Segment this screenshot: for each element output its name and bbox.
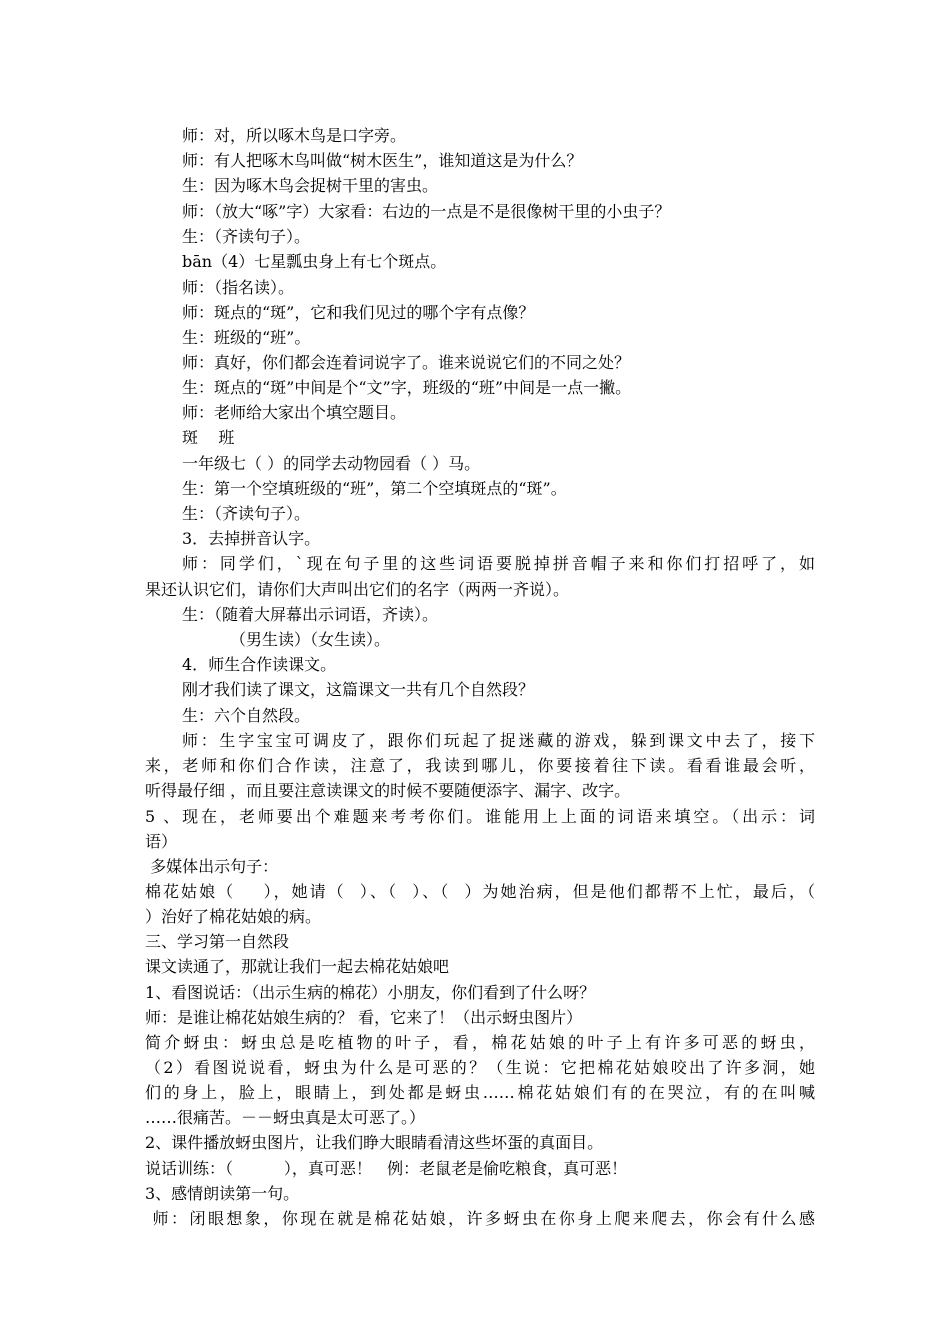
text-line: 一年级七（ ）的同学去动物园看（ ）马。 [182,454,481,473]
text-line: 师：同学们，`现在句子里的这些词语要脱掉拼音帽子来和你们打招呼了，如 [182,554,815,573]
text-line: 果还认识它们，请你们大声叫出它们的名字（两两一齐说）。 [145,580,570,599]
text-line: （2）看图说说看，蚜虫为什么是可恶的？（生说：它把棉花姑娘咬出了许多洞，她 [145,1058,815,1077]
text-line: 生：因为啄木鸟会捉树干里的害虫。 [182,176,439,195]
text-line: （男生读）（女生读）。 [230,630,391,649]
text-line: 生：（齐读句子）。 [182,227,311,246]
text-line: 4．师生合作读课文。 [182,655,337,674]
text-line: ）治好了棉花姑娘的病。 [145,907,322,926]
text-line: 5 、现在，老师要出个难题来考考你们。谁能用上上面的词语来填空。（出示：词 [145,807,815,826]
text-line: 生：（齐读句子）。 [182,504,311,523]
text-line: 斑 班 [182,428,235,447]
text-line: 2、课件播放蚜虫图片，让我们睁大眼睛看清这些坏蛋的真面目。 [145,1133,604,1152]
text-line: 说话训练：（ ），真可恶！ 例：老鼠老是偷吃粮食，真可恶！ [145,1159,628,1178]
text-line: 棉花姑娘（ ），她请（ ）、（ ）、（ ）为她治病，但是他们都帮不上忙，最后，（ [145,882,815,901]
text-line: 刚才我们读了课文，这篇课文一共有几个自然段？ [182,680,535,699]
text-line: bān（4）七星瓢虫身上有七个斑点。 [182,252,447,271]
text-line: 简介蚜虫：蚜虫总是吃植物的叶子，看，棉花姑娘的叶子上有许多可恶的蚜虫， [145,1033,815,1052]
text-line: 师：（放大“啄”字）大家看：右边的一点是不是很像树干里的小虫子？ [182,202,671,221]
text-line: 听得最仔细 ，而且要注意读课文的时候不要随便添字、漏字、改字。 [145,781,631,800]
text-line: 生：斑点的“斑”中间是个“文”字，班级的“班”中间是一点一撇。 [182,378,632,397]
text-line: 师：（指名读）。 [182,278,295,297]
text-line: 师：闭眼想象，你现在就是棉花姑娘，许多蚜虫在你身上爬来爬去，你会有什么感 [145,1209,815,1228]
text-line: 多媒体出示句子： [145,857,279,876]
text-line: 生：第一个空填班级的“班”，第二个空填斑点的“斑”。 [182,479,567,498]
text-line: 师：生字宝宝可调皮了，跟你们玩起了捉迷藏的游戏，躲到课文中去了，接下 [182,731,815,750]
text-line: 师：斑点的“斑”，它和我们见过的哪个字有点像？ [182,303,535,322]
text-line: 生：班级的“班”。 [182,328,311,347]
text-line: 3、感情朗读第一句。 [145,1184,300,1203]
text-line: 师：对，所以啄木鸟是口字旁。 [182,126,407,145]
text-line: 师：老师给大家出个填空题目。 [182,403,407,422]
text-line: 1、看图说话：（出示生病的棉花）小朋友，你们看到了什么呀？ [145,983,596,1002]
text-line: 语） [145,832,178,851]
text-line: ……很痛苦。－－蚜虫真是太可恶了。） [145,1108,426,1127]
text-line: 师：有人把啄木鸟叫做“树木医生”，谁知道这是为什么？ [182,151,583,170]
text-line: 生：六个自然段。 [182,706,311,725]
text-line: 三、学习第一自然段 [145,932,290,951]
text-line: 3．去掉拼音认字。 [182,529,321,548]
text-line: 师：真好，你们都会连着词说字了。谁来说说它们的不同之处？ [182,353,631,372]
text-line: 师：是谁让棉花姑娘生病的？ 看，它来了！（出示蚜虫图片） [145,1008,583,1027]
text-line: 生：（随着大屏幕出示词语，齐读）。 [182,605,439,624]
text-line: 课文读通了，那就让我们一起去棉花姑娘吧 [145,957,450,976]
text-line: 们的身上，脸上，眼睛上，到处都是蚜虫……棉花姑娘们有的在哭泣，有的在叫喊 [145,1083,815,1102]
text-line: 来，老师和你们合作读，注意了，我读到哪儿，你要接着往下读。看看谁最会听， [145,756,815,775]
